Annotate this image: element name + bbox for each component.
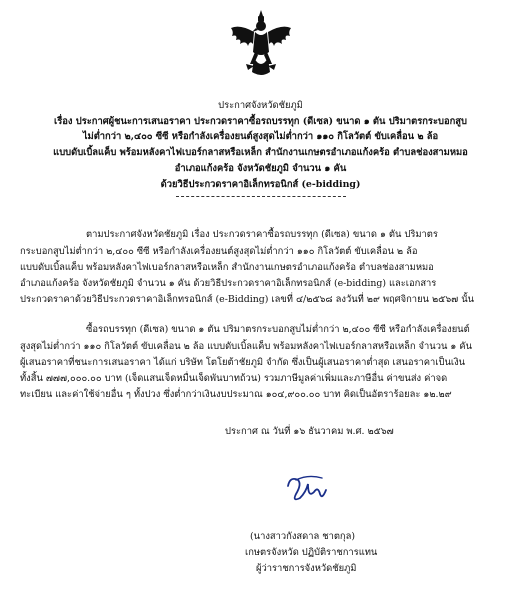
subject-line-5: ด้วยวิธีประกวดราคาอิเล็กทรอนิกส์ (e-bidding) [160,179,361,190]
para2-line-3: ผู้เสนอราคาที่ชนะการเสนอราคา ได้แก่ บริษัท โตโยต้าชัยภูมิ จำกัด ซึ่งเป็นผู้เสนอราคาต่ำสุด เสนอราคาเป็นเงิน [20,357,466,368]
signatory-authority: ผู้ว่าราชการจังหวัดชัยภูมิ [256,563,357,574]
subject-line-2: ไม่ต่ำกว่า ๒,๔๐๐ ซีซี หรือกำลังเครื่องยนต์สูงสุดไม่ต่ำกว่า ๑๑๐ กิโลวัตต์ ขับเคลื่อน ๒ ล้อ [82,131,439,142]
announcement-org-title: ประกาศจังหวัดชัยภูมิ [218,100,303,111]
para2-line-4: ทั้งสิ้น ๗๗๗,๐๐๐.๐๐ บาท (เจ็ดแสนเจ็ดหมื่นเจ็ดพันบาทถ้วน) รวมภาษีมูลค่าเพิ่มและภาษีอื่น ค่าขนส่ง ค่าจด [20,373,448,384]
para1-line-5: ประกวดราคาด้วยวิธีประกวดราคาอิเล็กทรอนิกส์ (e-Bidding) เลขที่ ๔/๒๕๖๘ ลงวันที่ ๒๙ พฤศจิกายน ๒๕๖๗ นั้น [20,294,475,305]
para2-line-2: สูงสุดไม่ต่ำกว่า ๑๑๐ กิโลวัตต์ ขับเคลื่อน ๒ ล้อ แบบดับเบิ้ลแค็บ พร้อมหลังคาไฟเบอร์กลาสหรือเหล็ก จำนวน ๑ คัน [20,341,472,352]
subject-line-1: เรื่อง ประกาศผู้ชนะการเสนอราคา ประกวดราคาซื้อรถบรรทุก (ดีเซล) ขนาด ๑ ตัน ปริมาตรกระบอกสูบ [54,116,467,127]
para1-line-3: แบบดับเบิ้ลแค็บ พร้อมหลังคาไฟเบอร์กลาสหรือเหล็ก สำนักงานเกษตรอำเภอแก้งคร้อ ตำบลช่องสามหมอ [20,262,434,273]
header-divider [176,196,346,197]
subject-line-4: อำเภอแก้งคร้อ จังหวัดชัยภูมิ จำนวน ๑ คัน [174,163,347,174]
para1-line-1: ตามประกาศจังหวัดชัยภูมิ เรื่อง ประกวดราคาซื้อรถบรรทุก (ดีเซล) ขนาด ๑ ตัน ปริมาตร [86,229,438,240]
announce-date: ประกาศ ณ วันที่ ๑๖ ธันวาคม พ.ศ. ๒๕๖๗ [225,426,394,437]
signatory-position: เกษตรจังหวัด ปฏิบัติราชการแทน [245,547,378,558]
signatory-name: (นางสาวกังสดาล ชาตกุล) [250,531,356,542]
para1-line-2: กระบอกสูบไม่ต่ำกว่า ๒,๔๐๐ ซีซี หรือกำลังเครื่องยนต์สูงสุดไม่ต่ำกว่า ๑๑๐ กิโลวัตต์ ขับเคลื่อน ๒ ล้อ [20,246,418,257]
handwritten-signature [282,472,332,508]
subject-line-3: แบบดับเบิ้ลแค็บ พร้อมหลังคาไฟเบอร์กลาสหรือเหล็ก สำนักงานเกษตรอำเภอแก้งคร้อ ตำบลช่องสามหมอ [53,147,468,158]
garuda-emblem-icon [228,8,294,80]
para1-line-4: อำเภอแก้งคร้อ จังหวัดชัยภูมิ จำนวน ๑ คัน ด้วยวิธีประกวดราคาอิเล็กทรอนิกส์ (e-bidding) และเอกสาร [20,278,437,289]
para2-line-1: ซื้อรถบรรทุก (ดีเซล) ขนาด ๑ ตัน ปริมาตรกระบอกสูบไม่ต่ำกว่า ๒,๔๐๐ ซีซี หรือกำลังเครื่องยนต์ [86,324,470,335]
para2-line-5: ทะเบียน และค่าใช้จ่ายอื่น ๆ ทั้งปวง ซึ่งต่ำกว่าเงินงบประมาณ ๑๐๔,๙๐๐.๐๐ บาท คิดเป็นอัตราร้อยละ ๑๒.๒๙ [20,389,452,400]
